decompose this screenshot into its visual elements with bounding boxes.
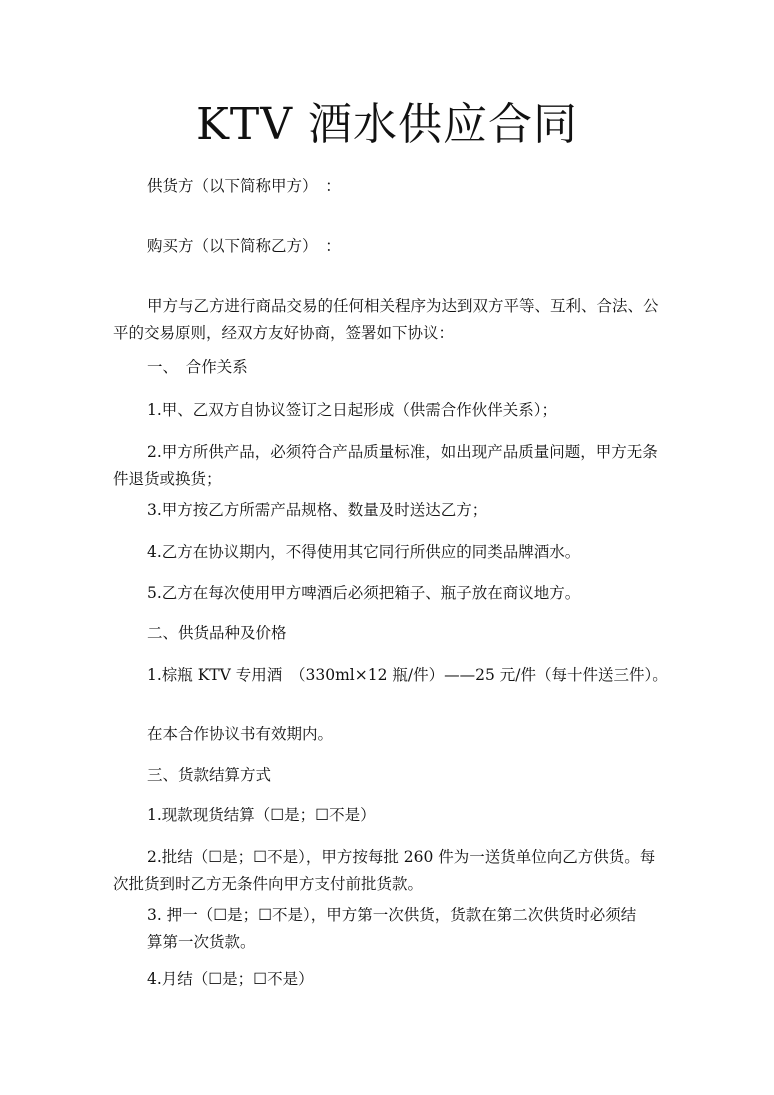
section3-item-3-line-2: 算第一次货款。 [147,933,256,951]
section1-item-1: 1.甲、乙双方自协议签订之日起形成（供需合作伙伴关系）； [147,401,558,419]
section3-item-2: 2.批结（☐是；☐不是），甲方按每批 260 件为一送货单位向乙方供货。每次批货到时乙方无条件向甲方支付前批货款。 [113,848,656,893]
contract-title: KTV 酒水供应合同 [196,99,578,150]
section1-heading: 一、 合作关系 [147,358,248,376]
section1-item-5: 5.乙方在每次使用甲方啤酒后必须把箱子、瓶子放在商议地方。 [147,584,581,602]
section3-item-3-line-1: 3. 押一（☐是；☐不是），甲方第一次供货，货款在第二次供货时必须结 [147,906,637,924]
section3-heading: 三、货款结算方式 [147,766,272,784]
supplier-line: 供货方（以下简称甲方） ： [147,177,341,195]
section2-heading: 二、供货品种及价格 [147,624,287,642]
section3-item-1: 1.现款现货结算（☐是；☐不是） [147,806,376,824]
section2-item-1: 1.棕瓶 KTV 专用酒 （330ml×12 瓶/件）——25 元/件（每十件送三件）。 [147,666,668,684]
section1-item-3: 3.甲方按乙方所需产品规格、数量及时送达乙方； [147,501,488,519]
intro-paragraph: 甲方与乙方进行商品交易的任何相关程序为达到双方平等、互利、合法、公平的交易原则，经双方友好协商，签署如下协议： [113,297,659,342]
section1-item-2: 2.甲方所供产品，必须符合产品质量标准，如出现产品质量问题，甲方无条件退货或换货； [113,443,658,488]
section3-item-4: 4.月结（☐是；☐不是） [147,970,314,988]
section2-note: 在本合作协议书有效期内。 [147,725,334,743]
buyer-line: 购买方（以下简称乙方） ： [147,237,341,255]
section1-item-4: 4.乙方在协议期内，不得使用其它同行所供应的同类品牌酒水。 [147,543,581,561]
section3-item-3 [113,902,668,956]
